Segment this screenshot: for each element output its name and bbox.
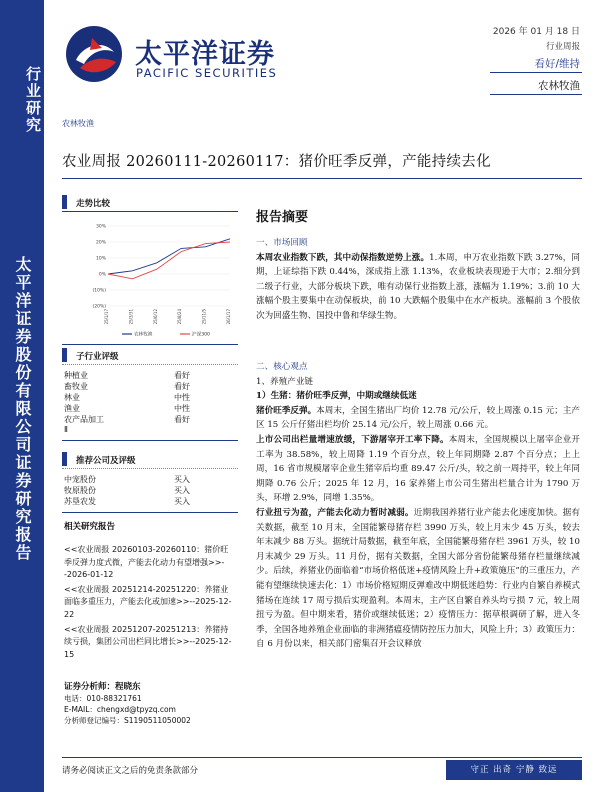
- related-report-link[interactable]: <<农业周报 20260103-20260110：猪价旺季反弹力度式微，产能去化动力有望增强>>--2026-01-12: [64, 545, 229, 580]
- section-divider: [62, 512, 238, 513]
- table-row: 中宠股份 买入: [64, 475, 190, 484]
- sub-rating-heading: 子行业评级: [64, 350, 119, 362]
- related-report-link[interactable]: <<农业周报 20251207-20251213：养猪持续亏损，集团公司出栏同比增长>>--2025-12-15: [64, 624, 232, 659]
- x-tick-label: 25/8/24: [177, 309, 183, 325]
- analyst-phone: 电话：010-88321761: [64, 694, 142, 703]
- company-motto: 守正 出奇 宁静 致远: [446, 760, 582, 780]
- report-type: 行业周报: [545, 42, 580, 52]
- section-divider: [62, 344, 238, 345]
- section-divider: [62, 440, 238, 441]
- section-title: 一、市场回顾: [256, 238, 308, 248]
- summary-heading: 报告摘要: [256, 210, 309, 225]
- legend-label: 沪深300: [192, 332, 210, 338]
- related-report-link[interactable]: <<农业周报 20251214-20251220：养猪业面临多重压力，产能去化或加速>>--2025-12-22: [64, 584, 232, 619]
- related-reports-list: [64, 544, 234, 663]
- report-category-vertical: 行业研究: [24, 66, 42, 134]
- series-line-agriculture: [108, 239, 230, 274]
- table-row: 林业 中性: [64, 393, 190, 402]
- table-row: 种植业 看好: [64, 371, 190, 380]
- pig-price-paragraph: 猪价旺季反弹。本周末，全国生猪出厂均价 12.78 元/公斤，较上周涨 0.15 元；主产区 15 公斤仔猪出栏均价 25.14 元/公斤，较上周涨 0.66 元。: [256, 405, 580, 431]
- trend-chart: [84, 218, 234, 342]
- market-review-section: [256, 236, 580, 324]
- analyst-info: [64, 682, 239, 726]
- x-tick-label: 25/1/17: [104, 309, 109, 325]
- title-divider: [62, 178, 582, 179]
- x-tick-label: 26/1/17: [226, 309, 231, 325]
- companies-heading: 推荐公司及评级: [64, 454, 136, 466]
- footer-divider: [62, 757, 582, 758]
- x-tick-label: 25/6/12: [152, 309, 158, 325]
- y-tick-label: 30%: [95, 224, 106, 230]
- market-review-paragraph: 本周农业指数下跌，其中动保指数逆势上涨。1.本周，申万农业指数下跌 3.27%，同期，上证综指下跌 0.44%，深成指上涨 1.13%，农业板块表现逊于大市；2.细分到二级子行业，大部分板块下跌，唯有动保行业指数上涨，涨幅为 1.19%；3.前 10 大涨幅个股主要集中在动保板块，前 10 大跌幅个股集中在水产板块。涨幅前 3 个股依次为回盛生物、国投中鲁和华绿生物。: [256, 252, 580, 321]
- analyst-name: 证券分析师：程晓东: [64, 682, 141, 692]
- report-title: 农业周报 20260111-20260117：猪价旺季反弹，产能持续去化: [62, 154, 491, 170]
- table-row: 农产品加工 看好: [64, 415, 190, 424]
- brand-name-en: PACIFIC SECURITIES: [136, 66, 278, 80]
- analyst-email[interactable]: E-MAIL：chengxd@tpyzq.com: [64, 705, 176, 714]
- sector-tag: 农林牧渔: [62, 119, 94, 128]
- header-divider: [490, 94, 582, 95]
- subsection-title: 1）生猪：猪价旺季反弹，中期或继续低迷: [256, 391, 417, 402]
- analyst-license: 分析师登记编号：S1190511050002: [64, 716, 191, 725]
- section-divider: [62, 211, 238, 212]
- x-tick-label: 25/11/5: [201, 309, 207, 325]
- core-view-section: [256, 360, 580, 652]
- section-divider: [62, 364, 238, 365]
- table-row: 苏垦农发 买入: [64, 497, 190, 506]
- y-tick-label: 10%: [95, 256, 106, 262]
- pacific-securities-logo: [62, 22, 126, 86]
- y-tick-label: (20%): [92, 304, 106, 310]
- company-vertical-label: 太平洋证券股份有限公司证券研究报告: [13, 256, 32, 562]
- capacity-paragraph: 行业扭亏为盈，产能去化动力暂时减弱。近期我国养猪行业产能去化速度加快。据有关数据，截至 10 月末，全国能繁母猪存栏 3990 万头，较上月末少 45 万头，较去年末减少 88 万头。据统计局数据，截至年底，全国能繁母猪存栏 3961 万头，较 10 月末减少 29 万头。11 月份，据有关数据，全国大部分省份能繁母猪存栏量继续减少。后续，养猪业仍面临着“市场价格低迷+疫情风险上升+政策施压”的三重压力，产能有望继续快速去化：1）市场价格短期反弹难改中期低迷趋势：行业内自繁自养模式猪场在连续 17 周亏损后实现盈利。本周末，主产区自繁自养头均亏损 7 元，较上周扭亏为盈。但中期来看，猪价或继续低迷；2）疫情压力：据草根调研了解，进入冬季，全国各地养殖企业面临的非洲猪瘟疫情防控压力加大，风险上升；3）政策压力：自 6 月份以来，相关部门密集召开会议释放: [256, 507, 580, 650]
- x-tick-label: 25/3/31: [128, 309, 134, 325]
- series-line-csi300: [108, 242, 230, 279]
- legend-label: 农林牧渔: [134, 332, 153, 338]
- section-divider: [62, 468, 238, 469]
- sub-rating-table: [64, 370, 234, 436]
- disclaimer-note: 请务必阅读正文之后的免责条款部分: [62, 766, 199, 776]
- table-row: 牧原股份 买入: [64, 486, 190, 495]
- report-date: 2026 年 01 月 18 日: [492, 27, 580, 37]
- subsection-title: 1、养殖产业链: [256, 376, 314, 387]
- table-row: Ⅱ: [64, 425, 68, 434]
- related-heading: 相关研究报告: [64, 522, 116, 532]
- table-row: 渔业 中性: [64, 404, 190, 413]
- trend-heading: 走势比较: [64, 197, 110, 209]
- slaughter-paragraph: 上市公司出栏量增速放缓，下游屠宰开工率下降。本周末，全国规模以上屠宰企业开工率为 38.58%，较上周降 1.19 个百分点，较上年同期降 2.87 个百分点；上上周，16 省市规模屠宰企业生猪宰后均重 89.47 公斤/头，较之前一周持平，较上年同期降 0.76 公斤；2025 年 12 月，16 家养猪上市公司生猪出栏量合计为 1790 万头，环增 2.9%，同增 1.35%。: [256, 434, 580, 504]
- brand-name-cn: 太平洋证券: [135, 39, 275, 70]
- y-tick-label: 0%: [98, 272, 106, 278]
- table-row: 畜牧业 看好: [64, 382, 190, 391]
- y-tick-label: 20%: [95, 240, 106, 246]
- industry-name: 农林牧渔: [538, 80, 580, 92]
- y-tick-label: (10%): [92, 288, 106, 294]
- header-divider: [490, 72, 582, 73]
- section-title: 二、核心观点: [256, 362, 308, 372]
- industry-rating: 看好/维持: [534, 58, 580, 70]
- companies-table: [64, 474, 234, 507]
